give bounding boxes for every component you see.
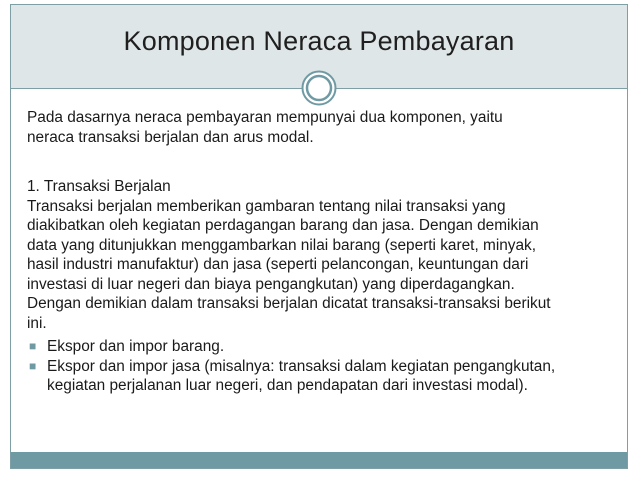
section-heading: 1. Transaksi Berjalan (27, 178, 171, 195)
slide-content (27, 108, 617, 396)
bottom-accent-bar (11, 452, 627, 468)
bullet-icon: ■ (29, 339, 37, 353)
body-line: diakibatkan oleh kegiatan perdagangan barang dan jasa. Dengan demikian (27, 217, 539, 234)
body-paragraph (27, 197, 617, 334)
body-line: investasi di luar negeri dan biaya pengangkutan) yang diperdagangkan. (27, 275, 515, 293)
body-line: data yang ditunjukkan menggambarkan nilai barang (seperti karet, minyak, (27, 236, 537, 254)
list-item (27, 357, 617, 396)
body-line: Dengan demikian dalam transaksi berjalan dicatat transaksi-transaksi berikut (27, 295, 551, 312)
bullet-text: Ekspor dan impor barang. (47, 338, 225, 355)
body-line: hasil industri manufaktur) dan jasa (seperti pelancongan, keuntungan dari (27, 256, 529, 273)
bullet-text: kegiatan perjalanan luar negeri, dan pendapatan dari investasi modal). (47, 377, 528, 394)
slide-title: Komponen Neraca Pembayaran (123, 26, 515, 56)
circle-ornament-icon (301, 70, 337, 106)
list-item (27, 337, 617, 357)
intro-paragraph (27, 108, 617, 147)
bullet-list (27, 337, 617, 396)
bullet-text: Ekspor dan impor jasa (misalnya: transaksi dalam kegiatan pengangkutan, (47, 357, 556, 375)
intro-line: Pada dasarnya neraca pembayaran mempunyai dua komponen, yaitu (27, 109, 503, 126)
intro-line: neraca transaksi berjalan dan arus modal. (27, 128, 314, 146)
body-line: ini. (27, 314, 47, 332)
body-line: Transaksi berjalan memberikan gambaran tentang nilai transaksi yang (27, 197, 506, 215)
bullet-icon: ■ (29, 358, 37, 373)
